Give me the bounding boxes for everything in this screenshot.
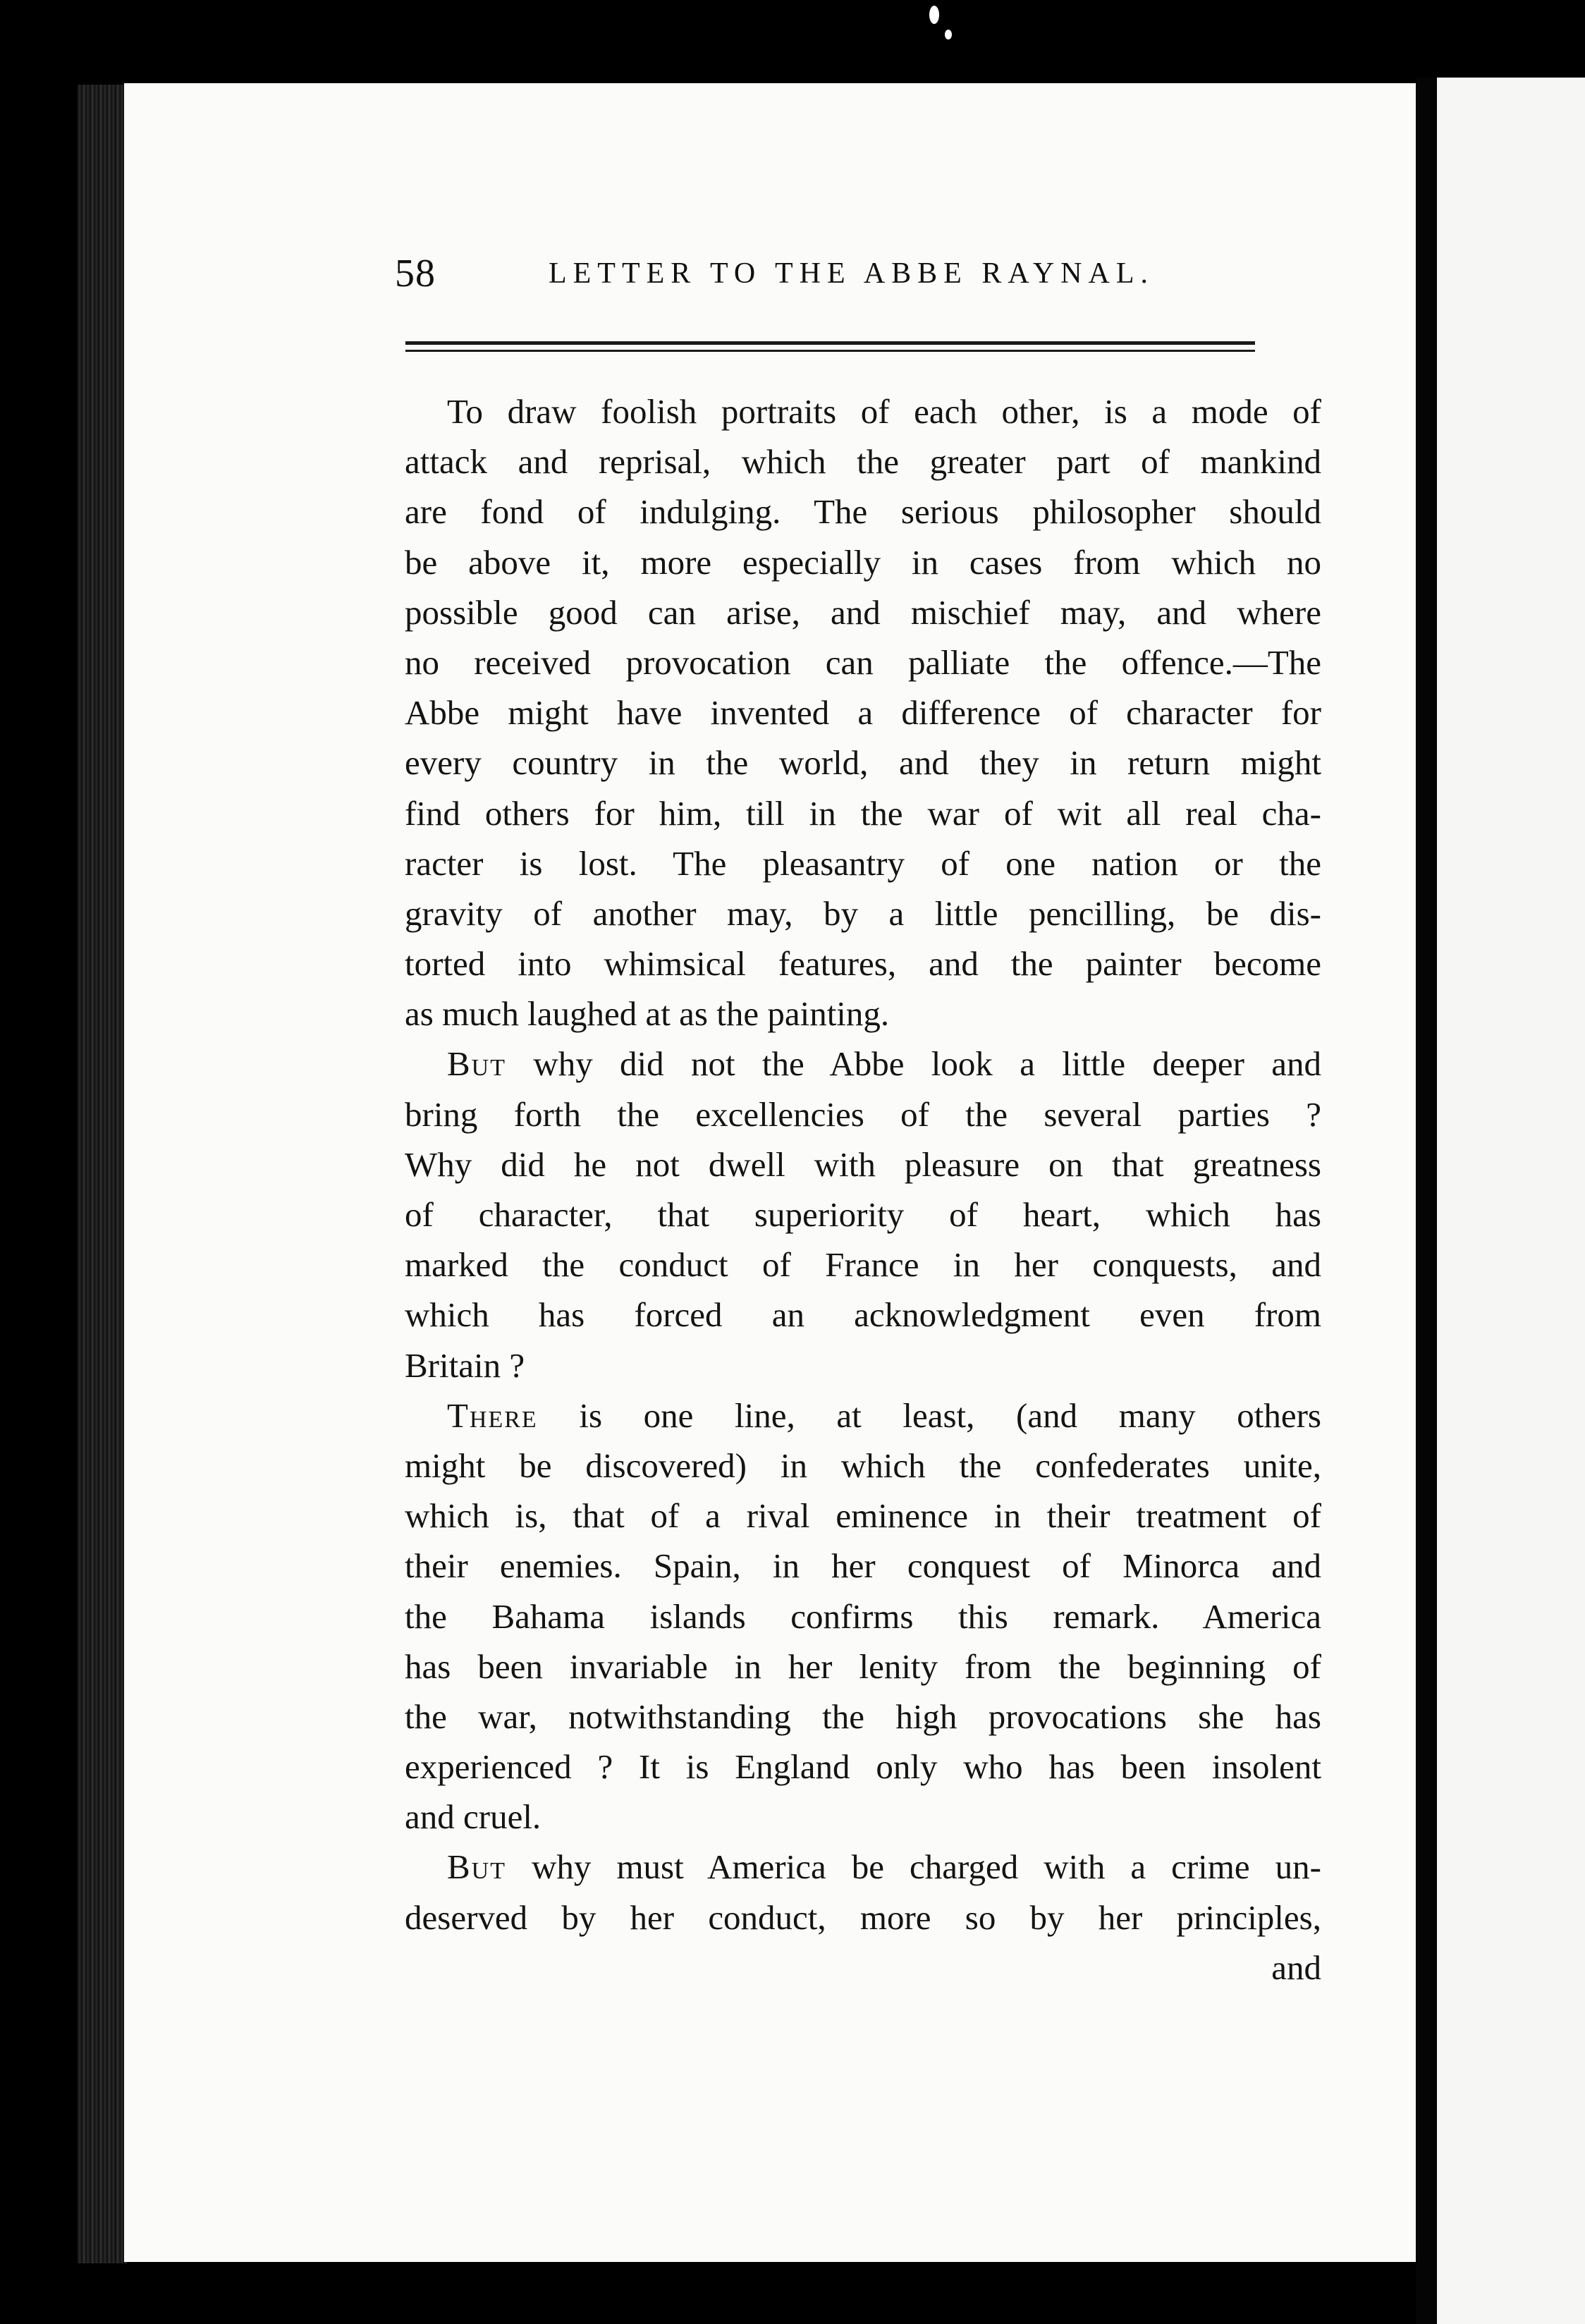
text-line: the Bahama islands confirms this remark. America	[405, 1596, 1321, 1636]
text-line: Abbe might have invented a difference of character for	[405, 693, 1321, 733]
text-line: racter is lost. The pleasantry of one nation or the	[405, 843, 1321, 883]
text-line: their enemies. Spain, in her conquest of Minorca and	[405, 1546, 1321, 1586]
paragraph-lead: But	[447, 1847, 507, 1887]
text-line: gravity of another may, by a little pencilling, be dis-	[405, 893, 1321, 933]
text-line: the war, notwithstanding the high provocations she has	[405, 1696, 1321, 1736]
text-line: are fond of indulging. The serious philosopher should	[405, 492, 1321, 532]
text-line: be above it, more especially in cases from which no	[405, 542, 1321, 582]
text-line-rest: why did not the Abbe look a little deeper and	[506, 1044, 1321, 1084]
text-line: and cruel.	[405, 1797, 541, 1837]
text-line: as much laughed at as the painting.	[405, 994, 890, 1034]
book-spine	[78, 85, 127, 2263]
text-line: no received provocation can palliate the offence.—The	[405, 642, 1321, 682]
text-line: attack and reprisal, which the greater part of mankind	[405, 442, 1321, 482]
header-rule	[405, 341, 1255, 345]
paragraph-lead: But	[447, 1044, 507, 1084]
scan-speck	[929, 6, 939, 24]
text-line	[405, 1390, 1321, 1441]
text-line: might be discovered) in which the confederates unite,	[405, 1445, 1321, 1485]
text-line: marked the conduct of France in her conquests, and	[405, 1245, 1321, 1285]
page-gutter	[1416, 78, 1437, 2324]
text-line: find others for him, till in the war of wit all real cha-	[405, 793, 1321, 833]
page-number: 58	[395, 252, 436, 295]
text-line	[405, 1842, 1321, 1892]
text-line: Britain ?	[405, 1345, 525, 1385]
text-line: every country in the world, and they in return might	[405, 743, 1321, 783]
text-line: has been invariable in her lenity from the beginning of	[405, 1646, 1321, 1686]
body-text	[405, 386, 1321, 1993]
text-line: which has forced an acknowledgment even from	[405, 1295, 1321, 1335]
header-rule	[405, 350, 1255, 352]
catchword: and	[1271, 1947, 1321, 1987]
text-line: possible good can arise, and mischief may, and where	[405, 592, 1321, 632]
text-line: which is, that of a rival eminence in their treatment of	[405, 1496, 1321, 1536]
scan-speck	[945, 30, 952, 39]
text-line: experienced ? It is England only who has been insolent	[405, 1747, 1321, 1787]
text-line	[405, 1039, 1321, 1089]
running-title: LETTER TO THE ABBE RAYNAL.	[549, 257, 1154, 290]
text-line: of character, that superiority of heart, which has	[405, 1195, 1321, 1234]
facing-page-edge	[1437, 78, 1585, 2324]
text-line: To draw foolish portraits of each other, is a mode of	[447, 392, 1321, 431]
paragraph-lead: There	[447, 1395, 538, 1435]
text-line: bring forth the excellencies of the several parties ?	[405, 1094, 1321, 1134]
text-line: deserved by her conduct, more so by her principles,	[405, 1897, 1321, 1937]
text-line: torted into whimsical features, and the painter become	[405, 944, 1321, 984]
text-line: Why did he not dwell with pleasure on that greatness	[405, 1144, 1321, 1184]
text-line-rest: why must America be charged with a crime un-	[506, 1847, 1321, 1887]
text-line-rest: is one line, at least, (and many others	[537, 1395, 1321, 1435]
